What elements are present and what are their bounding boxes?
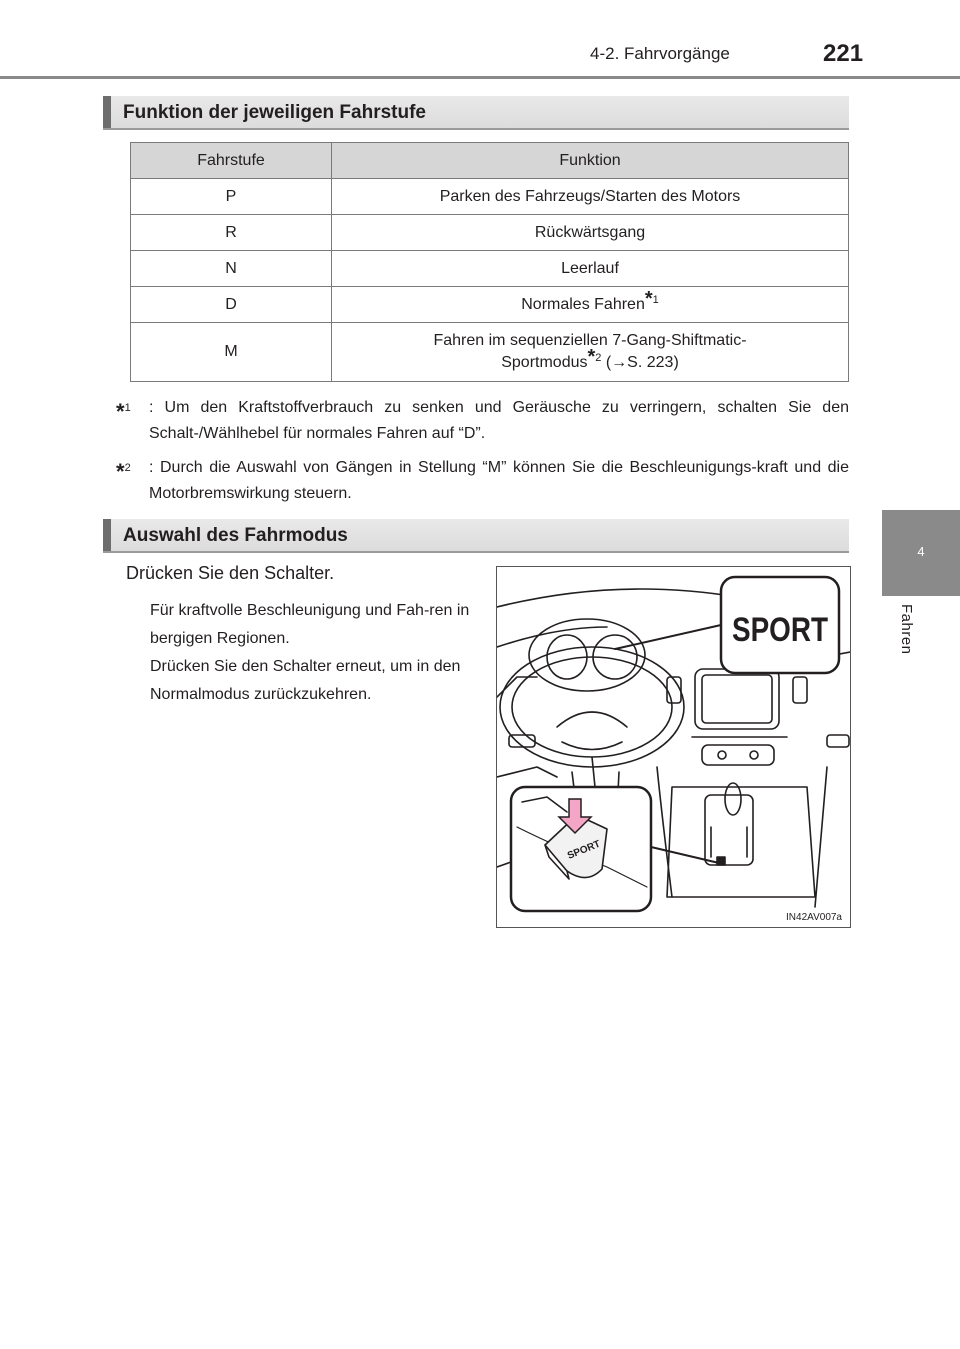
footnote-text: : Durch die Auswahl von Gängen in Stellung “M” können Sie die Beschleunigungs-kraft und die Motorbremswirkung steuern. bbox=[149, 459, 849, 502]
instruction-detail: Für kraftvolle Beschleunigung und Fah-ren in bergigen Regionen. bbox=[150, 602, 470, 647]
table-row bbox=[131, 287, 849, 323]
function-cell bbox=[332, 323, 849, 382]
table-row bbox=[131, 215, 849, 251]
footnote-star: * bbox=[587, 346, 596, 368]
table-row bbox=[131, 251, 849, 287]
table-header-function: Funktion bbox=[332, 143, 849, 179]
footnote-text: : Um den Kraftstoffverbrauch zu senken und Geräusche zu verringern, schalten Sie den Schalt-/Wählhebel für normales Fahren auf “D”. bbox=[149, 399, 849, 442]
page-number: 221 bbox=[823, 40, 864, 67]
table-row bbox=[131, 179, 849, 215]
chapter-title-vertical bbox=[898, 604, 922, 668]
footnote-1 bbox=[116, 395, 849, 447]
page-reference: (→S. 223) bbox=[601, 354, 679, 371]
function-text-line1: Fahren im sequenziellen 7-Gang-Shiftmatic- bbox=[433, 332, 747, 349]
gear-function-table bbox=[130, 142, 849, 382]
chapter-number: 4 bbox=[917, 544, 925, 559]
function-cell: Rückwärtsgang bbox=[332, 215, 849, 251]
figure-code: IN42AV007a bbox=[786, 912, 842, 923]
sport-callout-label: SPORT bbox=[732, 611, 829, 649]
sport-mode-switch-illustration-icon bbox=[497, 567, 850, 927]
gear-cell: P bbox=[131, 179, 332, 215]
chapter-tab bbox=[882, 510, 960, 596]
section-heading-text: Funktion der jeweiligen Fahrstufe bbox=[123, 102, 426, 123]
running-header-section: 4-2. Fahrvorgänge bbox=[590, 44, 730, 63]
instruction-detail: Drücken Sie den Schalter erneut, um in den Normalmodus zurückzukehren. bbox=[150, 658, 461, 703]
footnote-star: * bbox=[644, 287, 653, 310]
gear-cell: M bbox=[131, 323, 332, 382]
header-divider bbox=[0, 76, 960, 79]
footnote-marker bbox=[116, 455, 131, 486]
function-text-line2: Sportmodus bbox=[501, 354, 588, 371]
function-cell: Parken des Fahrzeugs/Starten des Motors bbox=[332, 179, 849, 215]
gear-cell: N bbox=[131, 251, 332, 287]
footnote-number: 1 bbox=[124, 402, 131, 414]
footnote-number: 2 bbox=[124, 462, 131, 474]
footnote-star: * bbox=[116, 459, 125, 484]
section-heading-drive-mode bbox=[103, 519, 849, 553]
function-cell: Leerlauf bbox=[332, 251, 849, 287]
section-heading-text: Auswahl des Fahrmodus bbox=[123, 525, 348, 546]
function-text: Normales Fahren bbox=[521, 295, 645, 313]
gear-cell: R bbox=[131, 215, 332, 251]
sport-button-label: SPORT bbox=[566, 838, 603, 862]
footnote-marker bbox=[116, 395, 131, 426]
footnote-ref: 2 bbox=[595, 352, 602, 364]
table-row bbox=[131, 323, 849, 382]
section-heading-gear-functions bbox=[103, 96, 849, 130]
instruction-step: Drücken Sie den Schalter. bbox=[126, 563, 335, 583]
table-header-gear: Fahrstufe bbox=[131, 143, 332, 179]
gear-cell: D bbox=[131, 287, 332, 323]
footnote-star: * bbox=[116, 399, 125, 424]
table-header-row bbox=[131, 143, 849, 179]
footnote-2 bbox=[116, 455, 849, 507]
function-cell bbox=[332, 287, 849, 323]
sport-mode-figure bbox=[496, 566, 851, 928]
chapter-title: Fahren bbox=[898, 604, 915, 655]
footnote-ref: 1 bbox=[652, 293, 659, 306]
